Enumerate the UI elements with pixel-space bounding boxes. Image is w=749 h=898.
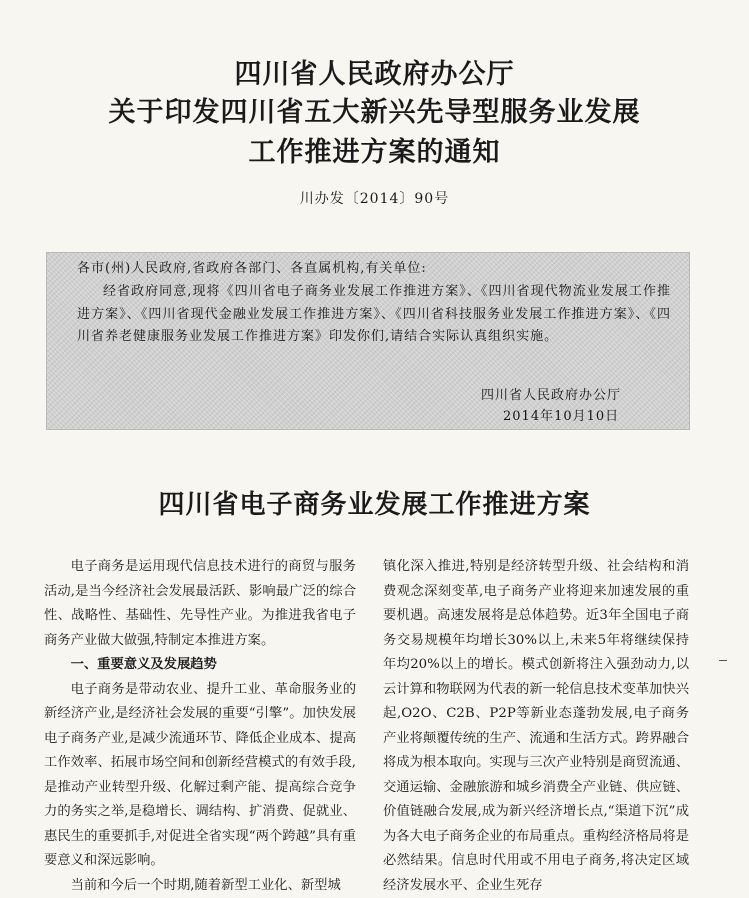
trend-paragraph-continued: 镇化深入推进,特别是经济转型升级、社会结构和消费观念深刻变革,电子商务产业将迎来加速发展的重要机遇。高速发展将是总体趋势。近3年全国电子商务交易规模年均增长30%以上,未来5年将继续保持年均20%以上的增长。模式创新将注入强劲动力,以云计算和物联网为代表的新一轮信息技术变革加快兴起,O2O、C2B、P2P等新业态蓬勃发展,电子商务产业将颠覆传统的生产、流通和生活方式。跨界融合将成为根本取向。实现与三次产业特别是商贸流通、交通运输、金融旅游和城乡消费全产业链、供应链、价值链融合发展,成为新兴经济增长点,“渠道下沉”成为各大电子商务企业的布局重点。重构经济格局将是必然结果。信息时代用或不用电子商务,将决定区域经济发展水平、企业生死存 [383,555,689,898]
significance-paragraph: 电子商务是带动农业、提升工业、革命服务业的新经济产业,是经济社会发展的重要“引擎”。加快发展电子商务产业,是减少流通环节、降低企业成本、提高工作效率、拓展市场空间和创新经营模式的有效手段,是推动产业转型升级、化解过剩产能、提高综合竞争力的务实之举,是稳增长、调结构、扩消费、促就业、惠民生的重要抓手,对促进全省实现“两个跨越”具有重要意义和深远影响。 [44,678,356,874]
notice-body: 经省政府同意,现将《四川省电子商务业发展工作推进方案》、《四川省现代物流业发展工作推进方案》、《四川省现代金融业发展工作推进方案》、《四川省科技服务业发展工作推进方案》、《四川省养老健康服务业发展工作推进方案》印发你们,请结合实际认真组织实施。 [77,281,671,349]
notice-title-line-2: 关于印发四川省五大新兴先导型服务业发展 [0,90,749,129]
right-column [383,555,689,898]
notice-signer: 四川省人民政府办公厅 [481,385,621,408]
notice-title-line-1: 四川省人民政府办公厅 [0,52,749,91]
notice-box [46,252,690,430]
notice-title-line-3: 工作推进方案的通知 [0,130,749,169]
notice-date: 2014年10月10日 [503,406,619,429]
section-heading: 一、重要意义及发展趋势 [44,653,356,678]
notice-addressee: 各市(州)人民政府,省政府各部门、各直属机构,有关单位: [77,258,427,281]
left-column [44,555,356,898]
trend-paragraph-start: 当前和今后一个时期,随着新型工业化、新型城 [44,874,356,898]
intro-paragraph: 电子商务是运用现代信息技术进行的商贸与服务活动,是当今经济社会发展最活跃、影响最广泛的综合性、战略性、基础性、先导性产业。为推进我省电子商务产业做大做强,特制定本推进方案。 [44,555,356,653]
page-edge-mark [719,660,727,661]
document-number: 川办发〔2014〕90号 [0,188,749,208]
plan-title: 四川省电子商务业发展工作推进方案 [0,484,749,521]
